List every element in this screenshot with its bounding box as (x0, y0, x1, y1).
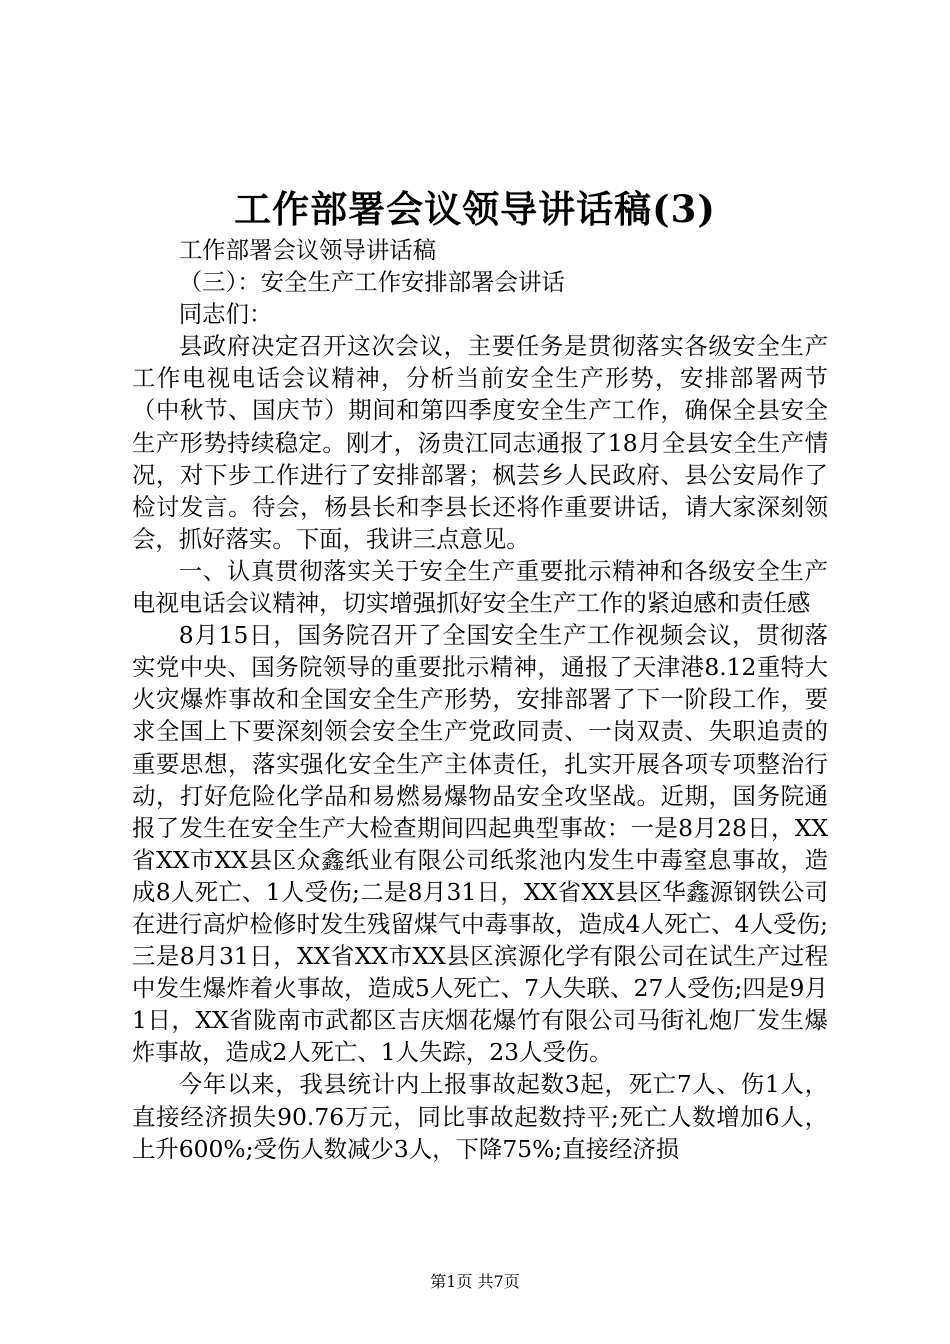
paragraph-intro: 县政府决定召开这次会议，主要任务是贯彻落实各级安全生产工作电视电话会议精神，分析当前安全生产形势，安排部署两节（中秋节、国庆节）期间和第四季度安全生产工作，确保全县安全生产形势持续稳定。刚才，汤贵江同志通报了18月全县安全生产情况，对下步工作进行了安排部署；枫芸乡人民政府、县公安局作了检讨发言。待会，杨县长和李县长还将作重要讲话，请大家深刻领会，抓好落实。下面，我讲三点意见。 (132, 332, 828, 553)
document-title: 工作部署会议领导讲话稿(3) (234, 187, 716, 231)
page-number-footer: 第1页 共7页 (430, 1272, 520, 1291)
paragraph-subtitle: 工作部署会议领导讲话稿 (178, 236, 437, 264)
paragraph-section-heading: （三）：安全生产工作安排部署会讲话 (178, 268, 565, 297)
document-body (132, 234, 828, 1165)
paragraph-national-meeting: 8月15日，国务院召开了全国安全生产工作视频会议，贯彻落实党中央、国务院领导的重要批示精神，通报了天津港8.12重特大火灾爆炸事故和全国安全生产形势，安排部署了下一阶段工作，要求全国上下要深刻领会安全生产党政同责、一岗双责、失职追责的重要思想，落实强化安全生产主体责任，扎实开展各项专项整治行动，打好危险化学品和易燃易爆物品安全攻坚战。近期，国务院通报了发生在安全生产大检查期间四起典型事故：一是8月28日，XX省XX市XX县区众鑫纸业有限公司纸浆池内发生中毒窒息事故，造成8人死亡、1人受伤;二是8月31日，XX省XX县区华鑫源钢铁公司在进行高炉检修时发生残留煤气中毒事故，造成4人死亡、4人受伤;三是8月31日，XX省XX市XX县区滨源化学有限公司在试生产过程中发生爆炸着火事故，造成5人死亡、7人失联、27人受伤;四是9月1日，XX省陇南市武都区吉庆烟花爆竹有限公司马街礼炮厂发生爆炸事故，造成2人死亡、1人失踪，23人受伤。 (132, 621, 828, 1067)
paragraph-point-one-heading: 一、认真贯彻落实关于安全生产重要批示精神和各级安全生产电视电话会议精神，切实增强抓好安全生产工作的紧迫感和责任感 (132, 556, 828, 618)
paragraph-salutation: 同志们： (178, 300, 273, 329)
paragraph-county-statistics: 今年以来，我县统计内上报事故起数3起，死亡7人、伤1人，直接经济损失90.76万元，同比事故起数持平;死亡人数增加6人，上升600%;受伤人数减少3人，下降75%;直接经济损 (132, 1070, 828, 1163)
